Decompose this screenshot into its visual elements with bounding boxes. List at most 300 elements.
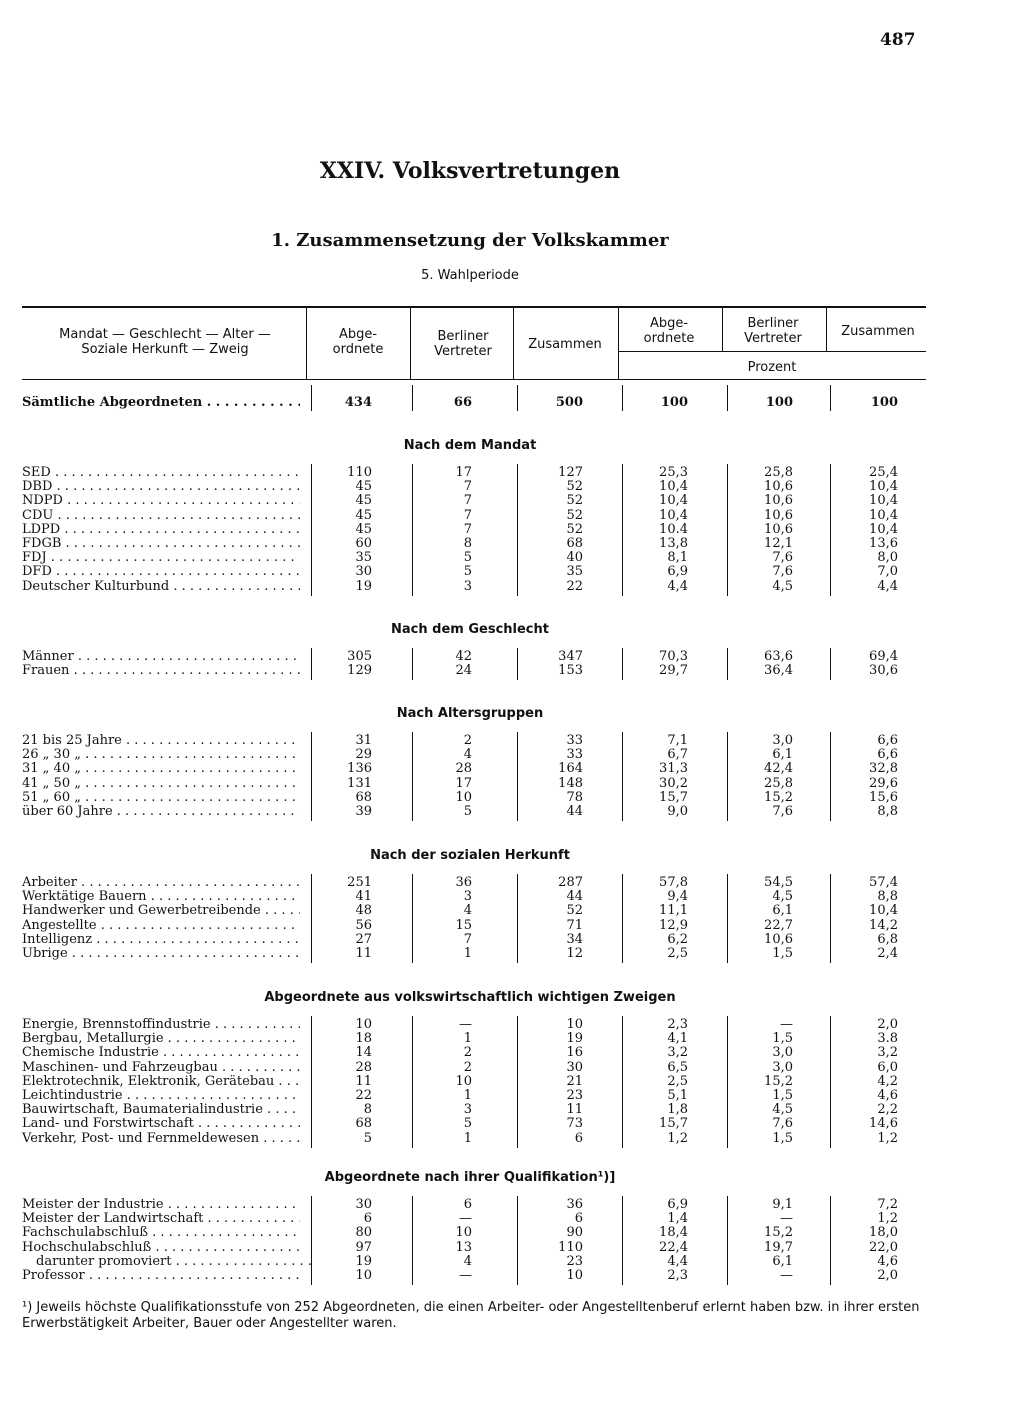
header-col-abgeordnete: Abge- ordnete (332, 327, 384, 357)
cell-value: 22 (355, 1088, 372, 1103)
cell-value: 6,7 (667, 747, 688, 762)
table-row (0, 933, 1024, 947)
row-label: Energie, Brennstoffindustrie . . . (22, 1018, 300, 1032)
cell-value: 9,1 (772, 1197, 793, 1212)
cell-value: 60 (355, 536, 372, 551)
section-title: Nach Altersgruppen (396, 706, 544, 721)
cell-value: 1,2 (667, 1131, 688, 1146)
cell-value: 25,3 (659, 465, 688, 480)
cell-value: 97 (355, 1240, 372, 1255)
table-row (0, 777, 1024, 791)
cell-value: 70,3 (659, 649, 688, 664)
cell-value: 7 (463, 479, 472, 494)
cell-value: 4 (463, 903, 472, 918)
cell-value: 4,6 (877, 1088, 898, 1103)
cell-value: 36,4 (764, 663, 793, 678)
cell-value: 44 (566, 889, 583, 904)
cell-value: 3 (463, 579, 472, 594)
row-label: DBD . . . (22, 480, 300, 494)
header-divider (826, 307, 827, 351)
cell-value: 15,2 (764, 1074, 793, 1089)
cell-value: 12,9 (659, 918, 688, 933)
cell-value: 29,6 (869, 776, 898, 791)
cell-value: 110 (558, 1240, 583, 1255)
cell-value: 4 (463, 747, 472, 762)
cell-value: 7,6 (772, 550, 793, 565)
cell-value: 41 (355, 889, 372, 904)
cell-value: 6,6 (877, 733, 898, 748)
cell-value: 7,2 (877, 1197, 898, 1212)
cell-value: 10 (455, 790, 472, 805)
cell-value: 10 (355, 1268, 372, 1283)
table-row (0, 1018, 1024, 1032)
row-label: CDU . . . (22, 509, 300, 523)
cell-value: 5 (463, 564, 472, 579)
cell-value: 2,3 (667, 1017, 688, 1032)
cell-value: 68 (355, 1116, 372, 1131)
table-row (0, 904, 1024, 918)
table-row (0, 523, 1024, 537)
cell-value: 40 (566, 550, 583, 565)
table-row (0, 890, 1024, 904)
cell-value: 11 (566, 1102, 583, 1117)
cell-value: 17 (455, 465, 472, 480)
cell-value: 100 (765, 395, 793, 410)
table-row (0, 1226, 1024, 1240)
row-label: SED . . . (22, 466, 300, 480)
cell-value: 52 (566, 522, 583, 537)
table-row (0, 1103, 1024, 1117)
cell-value: 3.8 (877, 1031, 898, 1046)
header-top-rule (22, 306, 926, 308)
cell-value: 6 (574, 1211, 583, 1226)
cell-value: 56 (355, 918, 372, 933)
cell-value: 57,4 (869, 875, 898, 890)
table-row (0, 1212, 1024, 1226)
cell-value: 29 (355, 747, 372, 762)
cell-value: 8,8 (877, 804, 898, 819)
cell-value: 1,4 (667, 1211, 688, 1226)
cell-value: 54,5 (764, 875, 793, 890)
cell-value: 18 (355, 1031, 372, 1046)
cell-value: 500 (555, 395, 583, 410)
header-col-abgeordnete-pct: Abge- ordnete (643, 316, 695, 346)
cell-value: — (459, 1268, 472, 1283)
cell-value: 10,4 (659, 479, 688, 494)
cell-value: 16 (566, 1045, 583, 1060)
cell-value: 19 (355, 1254, 372, 1269)
cell-value: 14 (355, 1045, 372, 1060)
cell-value: 90 (566, 1225, 583, 1240)
row-label: Maschinen- und Fahrzeugbau . . . (22, 1061, 300, 1075)
row-label: Meister der Landwirtschaft . . . (22, 1212, 300, 1226)
cell-value: 110 (347, 465, 372, 480)
cell-value: 2,3 (667, 1268, 688, 1283)
cell-value: 7,1 (667, 733, 688, 748)
row-label: Leichtindustrie . . . (22, 1089, 300, 1103)
header-col-label: Mandat — Geschlecht — Alter — Soziale Herkunft — Zweig (59, 327, 271, 357)
cell-value: 305 (347, 649, 372, 664)
cell-value: 5 (363, 1131, 372, 1146)
cell-value: 52 (566, 903, 583, 918)
cell-value: 19 (355, 579, 372, 594)
cell-value: 10,4 (869, 479, 898, 494)
cell-value: 4,6 (877, 1254, 898, 1269)
row-label: 41 „ 50 „ . . . (22, 777, 300, 791)
cell-value: — (780, 1017, 793, 1032)
cell-value: 2 (463, 1060, 472, 1075)
cell-value: 4,5 (772, 1102, 793, 1117)
table-row (0, 1075, 1024, 1089)
cell-value: 52 (566, 508, 583, 523)
cell-value: 8,1 (667, 550, 688, 565)
cell-value: 15 (455, 918, 472, 933)
cell-value: 1 (463, 946, 472, 961)
cell-value: 8 (363, 1102, 372, 1117)
row-label: Frauen . . . (22, 664, 300, 678)
section-title: Abgeordnete nach ihrer Qualifikation¹)] (324, 1170, 616, 1185)
cell-value: 4,5 (772, 579, 793, 594)
cell-value: 3,0 (772, 733, 793, 748)
row-label: 31 „ 40 „ . . . (22, 762, 300, 776)
cell-value: 44 (566, 804, 583, 819)
cell-value: 6,9 (667, 564, 688, 579)
header-col-berliner-pct: Berliner Vertreter (744, 316, 802, 346)
cell-value: 2,2 (877, 1102, 898, 1117)
cell-value: 25,8 (764, 776, 793, 791)
cell-value: 30 (355, 1197, 372, 1212)
table-row (0, 734, 1024, 748)
table-row (0, 537, 1024, 551)
cell-value: 10,6 (764, 508, 793, 523)
row-label: Handwerker und Gewerbetreibende . . . (22, 904, 300, 918)
table-row (0, 1241, 1024, 1255)
cell-value: 14,2 (869, 918, 898, 933)
cell-value: 6,6 (877, 747, 898, 762)
cell-value: 10,6 (764, 932, 793, 947)
cell-value: 10 (566, 1017, 583, 1032)
cell-value: 15,2 (764, 1225, 793, 1240)
cell-value: 7 (463, 508, 472, 523)
cell-value: 23 (566, 1254, 583, 1269)
row-label: Professor . . . (22, 1269, 300, 1283)
cell-value: 30,6 (869, 663, 898, 678)
table-row (0, 805, 1024, 819)
cell-value: 35 (566, 564, 583, 579)
cell-value: 2,5 (667, 1074, 688, 1089)
cell-value: 2,4 (877, 946, 898, 961)
row-label: Werktätige Bauern . . . (22, 890, 300, 904)
cell-value: 2,0 (877, 1268, 898, 1283)
cell-value: 15,2 (764, 790, 793, 805)
cell-value: 1,2 (877, 1131, 898, 1146)
table-row (0, 1032, 1024, 1046)
cell-value: 25,4 (869, 465, 898, 480)
cell-value: 10.4 (659, 522, 688, 537)
cell-value: 2,0 (877, 1017, 898, 1032)
cell-value: 6,2 (667, 932, 688, 947)
cell-value: 10,4 (869, 493, 898, 508)
table-row (0, 1117, 1024, 1131)
cell-value: 17 (455, 776, 472, 791)
cell-value: 1,2 (877, 1211, 898, 1226)
cell-value: 9,4 (667, 889, 688, 904)
row-label: Arbeiter . . . (22, 876, 300, 890)
page-number: 487 (880, 30, 916, 50)
cell-value: 22,7 (764, 918, 793, 933)
cell-value: 66 (453, 395, 472, 410)
cell-value: 129 (347, 663, 372, 678)
cell-value: 1 (463, 1131, 472, 1146)
section-title: Abgeordnete aus volkswirtschaftlich wichtigen Zweigen (264, 990, 676, 1005)
cell-value: 33 (566, 733, 583, 748)
cell-value: 6 (363, 1211, 372, 1226)
cell-value: 11 (355, 946, 372, 961)
cell-value: 5,1 (667, 1088, 688, 1103)
row-label: NDPD . . . (22, 494, 300, 508)
cell-value: 19,7 (764, 1240, 793, 1255)
cell-value: 36 (455, 875, 472, 890)
cell-value: 10,4 (659, 493, 688, 508)
header-divider (410, 307, 411, 379)
header-divider (722, 307, 723, 351)
cell-value: 42,4 (764, 761, 793, 776)
table-row (0, 748, 1024, 762)
cell-value: 127 (558, 465, 583, 480)
cell-value: 4,4 (877, 579, 898, 594)
cell-value: 23 (566, 1088, 583, 1103)
cell-value: 10,6 (764, 479, 793, 494)
table-row (0, 565, 1024, 579)
cell-value: 164 (558, 761, 583, 776)
cell-value: — (780, 1268, 793, 1283)
cell-value: 28 (455, 761, 472, 776)
cell-value: 1,8 (667, 1102, 688, 1117)
table-row (0, 762, 1024, 776)
cell-value: 18,4 (659, 1225, 688, 1240)
cell-value: 15,7 (659, 1116, 688, 1131)
table-row (0, 650, 1024, 664)
cell-value: 11 (355, 1074, 372, 1089)
cell-value: 13,8 (659, 536, 688, 551)
cell-value: 6,1 (772, 747, 793, 762)
table-row (0, 791, 1024, 805)
cell-value: 5 (463, 804, 472, 819)
cell-value: 10 (455, 1225, 472, 1240)
cell-value: 153 (558, 663, 583, 678)
cell-value: 31 (355, 733, 372, 748)
table-row (0, 947, 1024, 961)
row-label: über 60 Jahre . . . (22, 805, 300, 819)
cell-value: 18,0 (869, 1225, 898, 1240)
cell-value: 30 (355, 564, 372, 579)
cell-value: 100 (870, 395, 898, 410)
cell-value: 3 (463, 889, 472, 904)
cell-value: 7,6 (772, 1116, 793, 1131)
header-col-zusammen: Zusammen (528, 337, 602, 352)
row-label: Sämtliche Abgeordneten . . . (22, 396, 300, 410)
header-col-berliner: Berliner Vertreter (434, 329, 492, 359)
cell-value: 251 (347, 875, 372, 890)
cell-value: 1,5 (772, 946, 793, 961)
cell-value: 24 (455, 663, 472, 678)
table-row (0, 1061, 1024, 1075)
cell-value: 7 (463, 493, 472, 508)
cell-value: 7,0 (877, 564, 898, 579)
cell-value: 21 (566, 1074, 583, 1089)
cell-value: 12 (566, 946, 583, 961)
cell-value: 10 (455, 1074, 472, 1089)
row-label: Chemische Industrie . . . (22, 1046, 300, 1060)
cell-value: 39 (355, 804, 372, 819)
section-title: Nach dem Mandat (403, 438, 537, 453)
cell-value: 13,6 (869, 536, 898, 551)
row-label: Männer . . . (22, 650, 300, 664)
cell-value: 3,2 (667, 1045, 688, 1060)
cell-value: 80 (355, 1225, 372, 1240)
cell-value: 22,4 (659, 1240, 688, 1255)
cell-value: 73 (566, 1116, 583, 1131)
table-row (0, 1198, 1024, 1212)
row-label: FDGB . . . (22, 537, 300, 551)
cell-value: 6 (463, 1197, 472, 1212)
cell-value: 22,0 (869, 1240, 898, 1255)
cell-value: 6,9 (667, 1197, 688, 1212)
cell-value: 6,5 (667, 1060, 688, 1075)
cell-value: 12,1 (764, 536, 793, 551)
cell-value: 1 (463, 1031, 472, 1046)
cell-value: 6,0 (877, 1060, 898, 1075)
cell-value: 25,8 (764, 465, 793, 480)
row-label: Elektrotechnik, Elektronik, Gerätebau . . . (22, 1075, 300, 1089)
cell-value: 10 (566, 1268, 583, 1283)
cell-value: 2,5 (667, 946, 688, 961)
cell-value: 45 (355, 479, 372, 494)
row-label: Bauwirtschaft, Baumaterialindustrie . . . (22, 1103, 300, 1117)
cell-value: 4,4 (667, 579, 688, 594)
cell-value: 7,6 (772, 804, 793, 819)
row-label: DFD . . . (22, 565, 300, 579)
header-percent-label: Prozent (747, 360, 797, 375)
cell-value: 1,5 (772, 1088, 793, 1103)
footnote: ¹) Jeweils höchste Qualifikationsstufe von 252 Abgeordneten, die einen Arbeiter- oder Angestelltenberuf erlernt haben bzw. in ihrer ersten Erwerbstätigkeit Arbeiter, Bauer oder Angestellter waren. (22, 1300, 920, 1331)
cell-value: 19 (566, 1031, 583, 1046)
cell-value: 8 (463, 536, 472, 551)
cell-value: 7,6 (772, 564, 793, 579)
header-divider (306, 307, 307, 379)
cell-value: 4,1 (667, 1031, 688, 1046)
table-row (0, 580, 1024, 594)
header-divider (513, 307, 514, 379)
section-title: Nach dem Geschlecht (391, 622, 549, 637)
row-label: LDPD . . . (22, 523, 300, 537)
table-row (0, 466, 1024, 480)
cell-value: 15,6 (869, 790, 898, 805)
cell-value: 45 (355, 493, 372, 508)
table-row (0, 494, 1024, 508)
table-row (0, 551, 1024, 565)
table-row (0, 876, 1024, 890)
row-label: Bergbau, Metallurgie . . . (22, 1032, 300, 1046)
cell-value: 8,8 (877, 889, 898, 904)
cell-value: 4,4 (667, 1254, 688, 1269)
cell-value: 1,5 (772, 1131, 793, 1146)
row-label: Hochschulabschluß . . . (22, 1241, 300, 1255)
cell-value: 36 (566, 1197, 583, 1212)
cell-value: 7 (463, 932, 472, 947)
cell-value: 10,6 (764, 522, 793, 537)
cell-value: — (780, 1211, 793, 1226)
cell-value: 71 (566, 918, 583, 933)
section-title: Nach der sozialen Herkunft (370, 848, 570, 863)
cell-value: 11,1 (659, 903, 688, 918)
cell-value: — (459, 1017, 472, 1032)
cell-value: 3,0 (772, 1060, 793, 1075)
cell-value: 31,3 (659, 761, 688, 776)
cell-value: 7 (463, 522, 472, 537)
header-bottom-rule (22, 379, 926, 380)
cell-value: 33 (566, 747, 583, 762)
cell-value: 6 (574, 1131, 583, 1146)
cell-value: 6,1 (772, 903, 793, 918)
cell-value: 287 (558, 875, 583, 890)
cell-value: 2 (463, 1045, 472, 1060)
chapter-title: XXIV. Volksvertretungen (319, 158, 621, 184)
cell-value: 4,5 (772, 889, 793, 904)
cell-value: 45 (355, 522, 372, 537)
cell-value: 10,4 (869, 508, 898, 523)
cell-value: 5 (463, 550, 472, 565)
header-col-zusammen-pct: Zusammen (841, 324, 915, 339)
cell-value: 3 (463, 1102, 472, 1117)
row-label: Übrige . . . (22, 947, 300, 961)
cell-value: 131 (347, 776, 372, 791)
cell-value: 10 (355, 1017, 372, 1032)
cell-value: 34 (566, 932, 583, 947)
cell-value: 15,7 (659, 790, 688, 805)
cell-value: 30 (566, 1060, 583, 1075)
row-label: darunter promoviert . . . (22, 1255, 314, 1269)
cell-value: 1,5 (772, 1031, 793, 1046)
cell-value: 68 (566, 536, 583, 551)
cell-value: 68 (355, 790, 372, 805)
cell-value: 27 (355, 932, 372, 947)
cell-value: 28 (355, 1060, 372, 1075)
cell-value: 148 (558, 776, 583, 791)
row-label: 26 „ 30 „ . . . (22, 748, 300, 762)
table-row (0, 1269, 1024, 1283)
row-label: FDJ . . . (22, 551, 300, 565)
row-label: Intelligenz . . . (22, 933, 300, 947)
cell-value: 136 (347, 761, 372, 776)
cell-value: 69,4 (869, 649, 898, 664)
row-label: Verkehr, Post- und Fernmeldewesen . . . (22, 1132, 300, 1146)
cell-value: — (459, 1211, 472, 1226)
cell-value: 8,0 (877, 550, 898, 565)
cell-value: 42 (455, 649, 472, 664)
cell-value: 14,6 (869, 1116, 898, 1131)
row-label: Deutscher Kulturbund . . . (22, 580, 300, 594)
table-row (0, 1255, 1024, 1269)
table-row (0, 919, 1024, 933)
row-label: Angestellte . . . (22, 919, 300, 933)
cell-value: 3,2 (877, 1045, 898, 1060)
cell-value: 9,0 (667, 804, 688, 819)
cell-value: 35 (355, 550, 372, 565)
cell-value: 4,2 (877, 1074, 898, 1089)
cell-value: 3,0 (772, 1045, 793, 1060)
cell-value: 32,8 (869, 761, 898, 776)
